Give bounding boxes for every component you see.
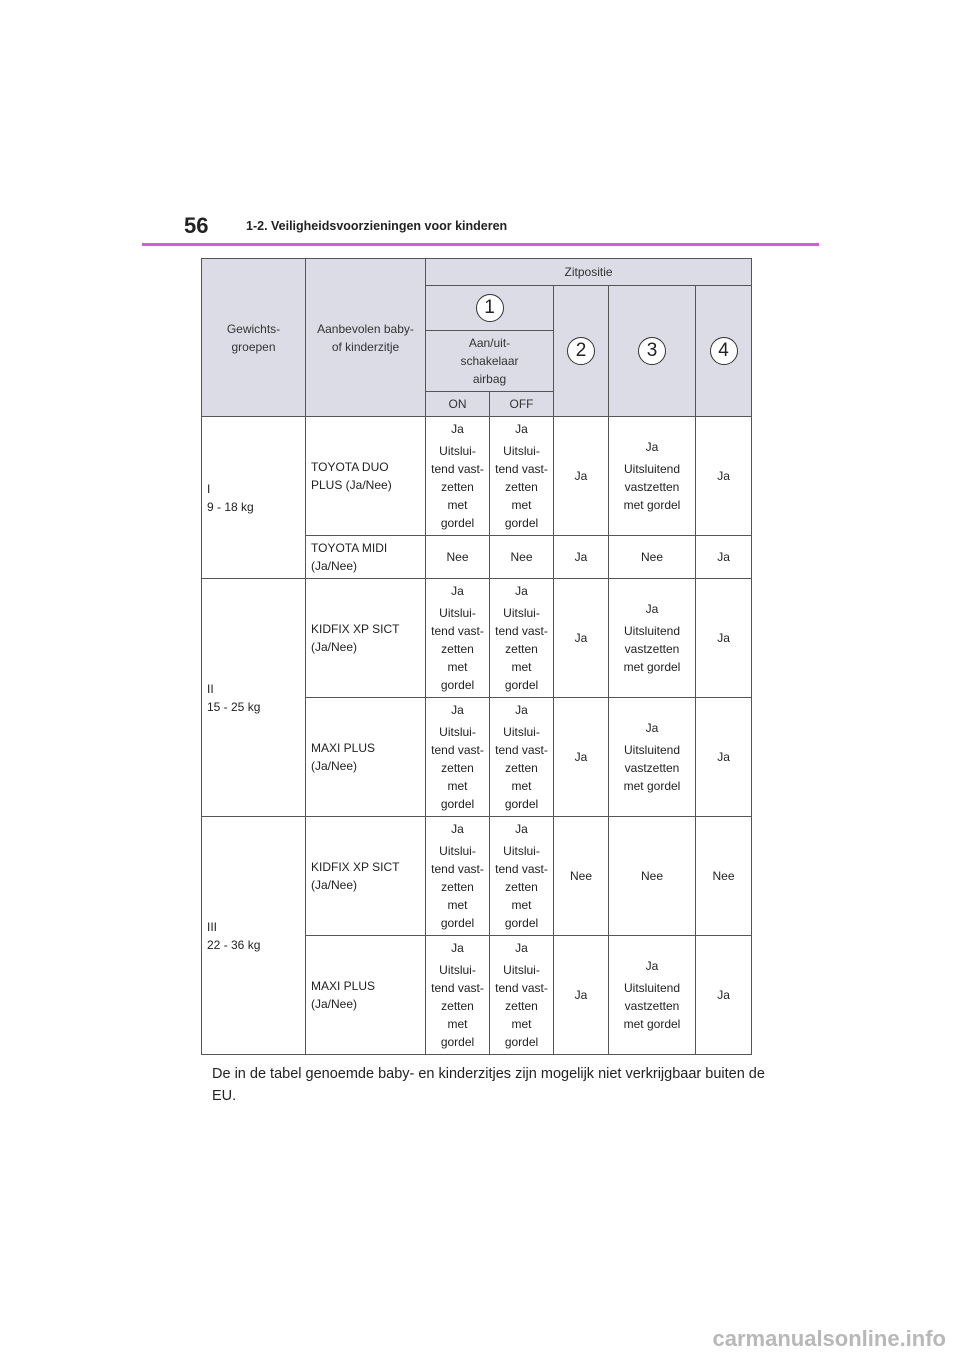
seat-cell-off [490,936,554,1055]
table-row [202,579,752,698]
header-seat-position: Zitpositie [426,259,752,286]
cell-text: Ja [515,584,528,598]
header-seat-2 [554,286,609,417]
cell-text: Ja [717,988,730,1002]
cell-text: Uitslui- tend vast- zetten met gordel [495,725,548,811]
cell-text: Ja [645,602,659,616]
recommended-seat-cell: KIDFIX XP SICT (Ja/Nee) [306,817,426,936]
seat-cell-s2 [554,698,609,817]
cell-text: Ja [515,941,528,955]
cell-text: Ja [717,550,730,564]
cell-text: Nee [640,550,663,564]
cell-text: Ja [451,941,464,955]
cell-text: Ja [717,469,730,483]
cell-text: Ja [574,550,588,564]
cell-text: Uitslui- tend vast- zetten met gordel [431,844,484,930]
cell-text: Uitslui- tend vast- zetten met gordel [431,606,484,692]
header-airbag-switch: Aan/uit- schakelaar airbag [426,331,554,392]
seat-cell-s4 [696,698,752,817]
cell-text: Uitsluitend vastzetten met gordel [623,981,681,1031]
recommended-seat-cell: MAXI PLUS (Ja/Nee) [306,936,426,1055]
weight-group-cell: II 15 - 25 kg [202,579,306,817]
cell-text: Ja [515,703,528,717]
cell-text: Nee [712,869,735,883]
cell-text: Ja [451,422,464,436]
cell-text: Ja [574,988,588,1002]
seat-1-number-icon: 1 [476,294,504,322]
page-number: 56 [184,213,209,238]
seat-cell-s3 [609,817,696,936]
cell-text: Ja [451,822,464,836]
cell-text: Uitslui- tend vast- zetten met gordel [495,606,548,692]
weight-group-cell: I 9 - 18 kg [202,417,306,579]
cell-text: Uitslui- tend vast- zetten met gordel [431,963,484,1049]
seat-cell-s3 [609,936,696,1055]
seat-cell-off [490,817,554,936]
cell-text: Nee [446,550,469,564]
seat-position-table [201,258,752,1055]
recommended-seat-cell: MAXI PLUS (Ja/Nee) [306,698,426,817]
header-on: ON [426,392,490,417]
header-rule [142,243,819,246]
cell-text: Ja [717,750,730,764]
weight-group-cell: III 22 - 36 kg [202,817,306,1055]
cell-text: Uitslui- tend vast- zetten met gordel [495,844,548,930]
seat-cell-s3 [609,698,696,817]
cell-text: Uitslui- tend vast- zetten met gordel [431,725,484,811]
cell-text: Uitsluitend vastzetten met gordel [623,462,681,512]
header-off: OFF [490,392,554,417]
seat-cell-s4 [696,936,752,1055]
table-body [202,417,752,1055]
cell-text: Ja [645,440,659,454]
seat-4-number-icon: 4 [710,337,738,365]
cell-text: Uitslui- tend vast- zetten met gordel [495,444,548,530]
cell-text: Ja [451,584,464,598]
section-title: 1-2. Veiligheidsvoorzieningen voor kinderen [246,219,508,233]
seat-cell-s3 [609,579,696,698]
cell-text: Ja [451,703,464,717]
cell-text: Nee [569,869,592,883]
seat-cell-s4 [696,536,752,579]
seat-cell-s2 [554,579,609,698]
seat-cell-off [490,579,554,698]
table-row [202,817,752,936]
cell-text: Uitslui- tend vast- zetten met gordel [495,963,548,1049]
header-seat-4 [696,286,752,417]
recommended-seat-cell: KIDFIX XP SICT (Ja/Nee) [306,579,426,698]
recommended-seat-cell: TOYOTA DUO PLUS (Ja/Nee) [306,417,426,536]
cell-text: Ja [515,822,528,836]
seat-2-number-icon: 2 [567,337,595,365]
seat-cell-on [426,698,490,817]
cell-text: Ja [515,422,528,436]
seat-cell-on [426,817,490,936]
seat-cell-s4 [696,417,752,536]
cell-text: Ja [574,750,588,764]
seat-cell-on [426,936,490,1055]
cell-text: Ja [645,721,659,735]
seat-cell-s4 [696,817,752,936]
cell-text: Ja [574,469,588,483]
cell-text: Ja [645,959,659,973]
seat-cell-s2 [554,936,609,1055]
cell-text: Nee [640,869,663,883]
cell-text: Ja [717,631,730,645]
cell-text: Uitsluitend vastzetten met gordel [623,743,681,793]
seat-cell-off [490,536,554,579]
seat-cell-off [490,417,554,536]
seat-cell-s2 [554,536,609,579]
watermark: carmanualsonline.info [712,1326,946,1351]
header-weight-group: Gewichts- groepen [202,259,306,417]
cell-text: Uitsluitend vastzetten met gordel [623,624,681,674]
seat-cell-s3 [609,536,696,579]
seat-cell-s2 [554,417,609,536]
seat-cell-on [426,579,490,698]
header-seat-3 [609,286,696,417]
seat-cell-s2 [554,817,609,936]
cell-text: Ja [574,631,588,645]
seat-cell-s3 [609,417,696,536]
header-recommended-seat: Aanbevolen baby- of kinderzitje [306,259,426,417]
seat-cell-on [426,417,490,536]
cell-text: Nee [510,550,533,564]
footnote: De in de tabel genoemde baby- en kinderzitjes zijn mogelijk niet verkrijgbaar buiten de EU. [212,1066,765,1104]
seat-3-number-icon: 3 [638,337,666,365]
seat-cell-s4 [696,579,752,698]
seat-cell-on [426,536,490,579]
cell-text: Uitslui- tend vast- zetten met gordel [431,444,484,530]
table-row [202,417,752,536]
header-seat-1 [426,286,554,331]
seat-cell-off [490,698,554,817]
recommended-seat-cell: TOYOTA MIDI (Ja/Nee) [306,536,426,579]
